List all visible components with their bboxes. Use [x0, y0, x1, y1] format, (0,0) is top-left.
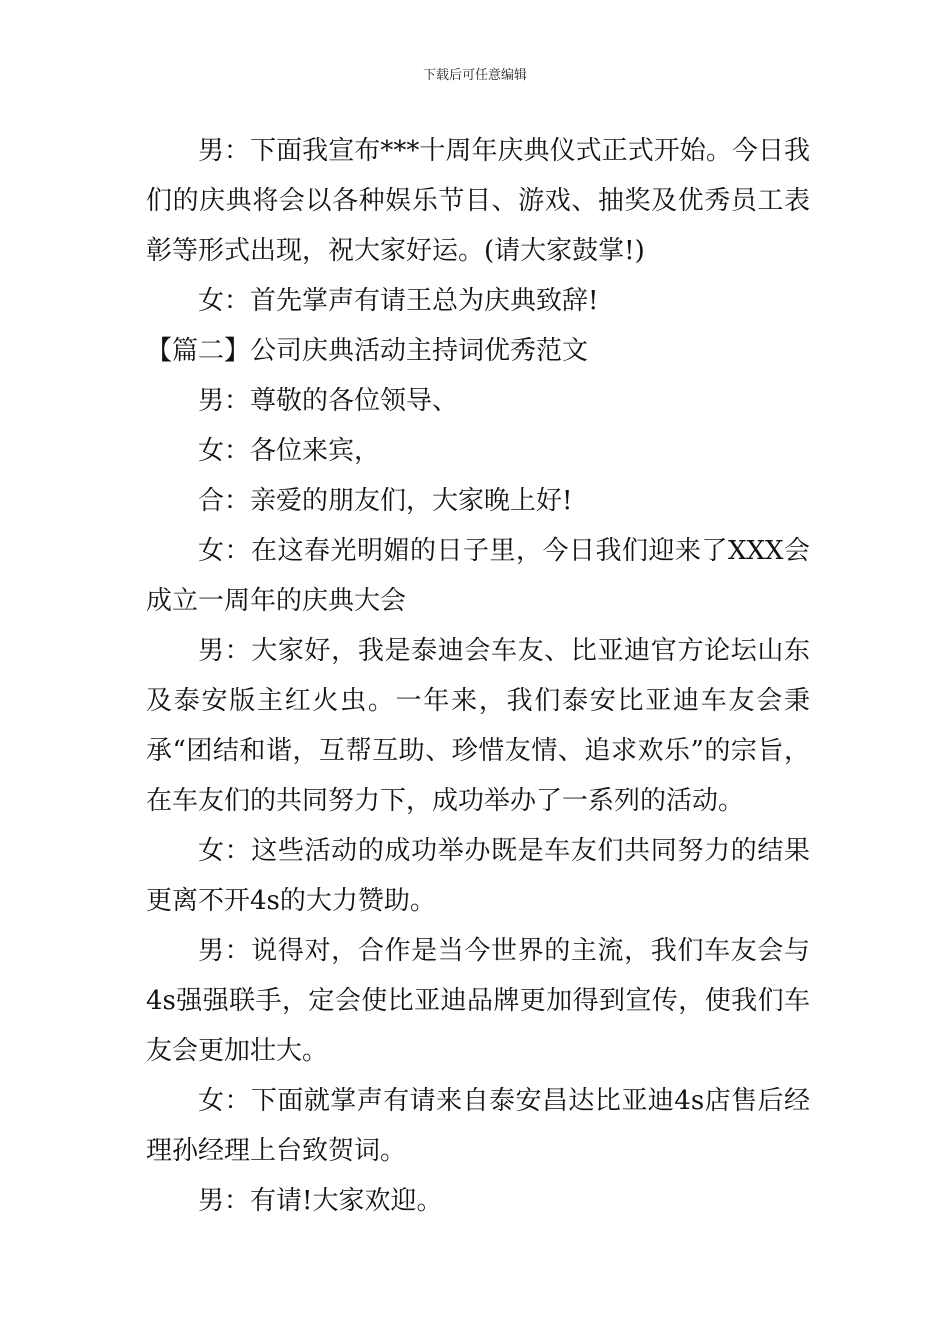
document-body [146, 126, 810, 1226]
paragraph: 女：在这春光明媚的日子里，今日我们迎来了XXX会成立一周年的庆典大会 [146, 536, 810, 616]
page-header: 下载后可任意编辑 [422, 68, 527, 83]
paragraph: 女：各位来宾， [198, 436, 381, 466]
section-heading: 【篇二】公司庆典活动主持词优秀范文 [146, 336, 589, 366]
paragraph: 男：下面我宣布***十周年庆典仪式正式开始。今日我们的庆典将会以各种娱乐节目、游戏、抽奖及优秀员工表彰等形式出现，祝大家好运。(请大家鼓掌!) [146, 136, 810, 266]
paragraph: 男：大家好，我是泰迪会车友、比亚迪官方论坛山东及泰安版主红火虫。一年来，我们泰安比亚迪车友会秉承“团结和谐，互帮互助、珍惜友情、追求欢乐”的宗旨，在车友们的共同努力下，成功举办了一系列的活动。 [146, 636, 810, 816]
paragraph: 男：有请!大家欢迎。 [198, 1186, 443, 1216]
paragraph: 男：说得对，合作是当今世界的主流，我们车友会与4s强强联手，定会使比亚迪品牌更加得到宣传，使我们车友会更加壮大。 [146, 936, 810, 1066]
paragraph: 女：这些活动的成功举办既是车友们共同努力的结果更离不开4s的大力赞助。 [146, 836, 810, 916]
paragraph: 女：下面就掌声有请来自泰安昌达比亚迪4s店售后经理孙经理上台致贺词。 [146, 1086, 810, 1166]
paragraph: 女：首先掌声有请王总为庆典致辞! [198, 286, 599, 316]
paragraph: 合：亲爱的朋友们，大家晚上好! [198, 486, 573, 516]
paragraph: 男：尊敬的各位领导、 [198, 386, 459, 416]
